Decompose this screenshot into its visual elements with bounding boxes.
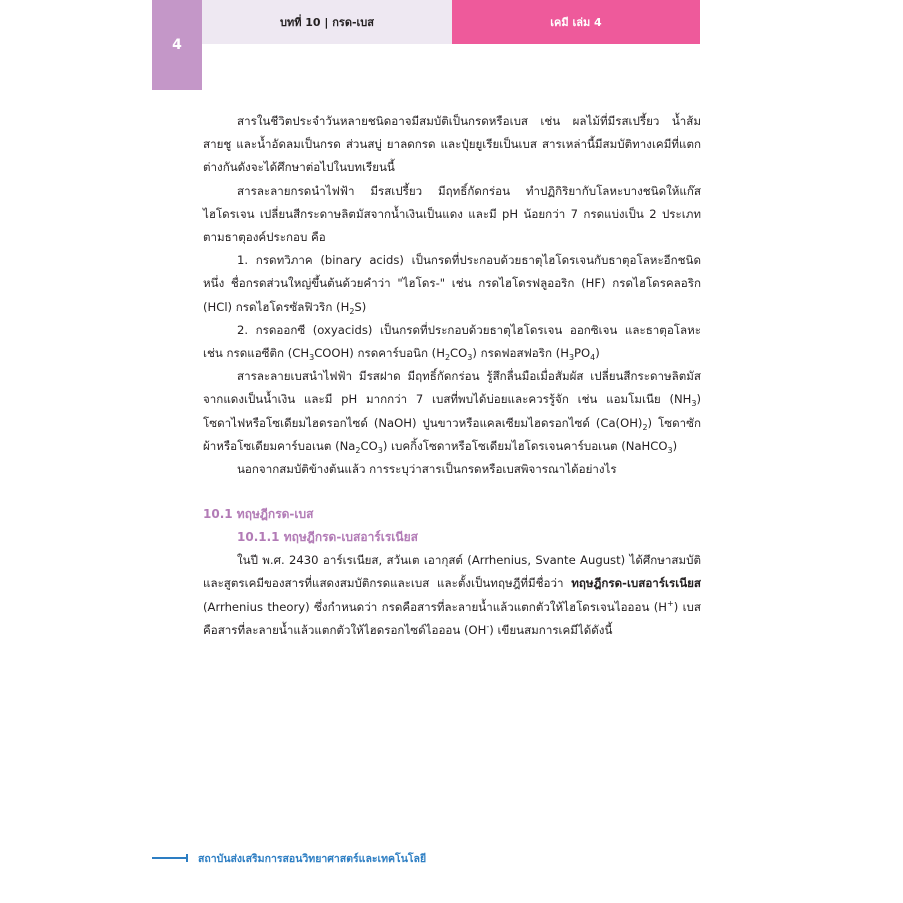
- text: ในปี พ.ศ. 2430 อาร์เรเนียส, สวันเต เอากุสต์ (Arrhenius, Svante August) ได้ศึกษาสมบัติและสูตรเคมีของสารที่แสดงสมบัติกรดและเบส และตั้งเป็นทฤษฎีที่มีชื่อว่า: [203, 553, 701, 591]
- text: ) เขียนสมการเคมีได้ดังนี้: [489, 622, 613, 637]
- bold-term: ทฤษฎีกรด-เบสอาร์เรเนียส: [571, 576, 701, 591]
- text: CO: [450, 346, 468, 361]
- subsection-heading: 10.1.1 ทฤษฎีกรด-เบสอาร์เรเนียส: [237, 530, 418, 545]
- paragraph-oxyacids: [203, 319, 701, 365]
- section-heading: 10.1 ทฤษฎีกรด-เบส: [203, 507, 314, 522]
- subscript: 4: [590, 353, 596, 363]
- subscript: 3: [467, 353, 473, 363]
- superscript: +: [667, 598, 674, 608]
- text: ) เบสคือสารที่ละลายน้ำแล้วแตกตัวให้ไฮดรอกไซด์ไอออน (OH: [203, 599, 701, 637]
- subscript: 3: [691, 399, 697, 409]
- page-footer: [152, 850, 426, 866]
- text: ) กรดฟอสฟอริก (H: [472, 346, 569, 361]
- text: S): [354, 299, 367, 314]
- subscript: 3: [667, 445, 673, 455]
- text: ): [672, 438, 678, 453]
- subscript: 2: [642, 422, 648, 432]
- text: ) เบคกิ้งโซดาหรือโซเดียมไฮโดรเจนคาร์บอเนต (NaHCO: [382, 438, 668, 453]
- text: 2. กรดออกซี (oxyacids) เป็นกรดที่ประกอบด้วยธาตุไฮโดรเจน ออกซิเจน และธาตุอโลหะ เช่น กรดแอซีติก (CH: [203, 322, 701, 361]
- subscript: 2: [355, 445, 361, 455]
- subscript: 2: [349, 306, 355, 316]
- subscript: 3: [568, 353, 575, 363]
- paragraph-binary-acids: [203, 249, 701, 319]
- chapter-header: บทที่ 10 | กรด-เบส: [202, 0, 452, 44]
- text: CO: [360, 438, 378, 453]
- footer-rule: [152, 857, 188, 859]
- text: สารละลายเบสนำไฟฟ้า มีรสฝาด มีฤทธิ์กัดกร่อน รู้สึกลื่นมือเมื่อสัมผัส เปลี่ยนสีกระดาษลิตมัสจากแดงเป็นน้ำเงิน และมี pH มากกว่า 7 เบสที่พบได้บ่อยและควรรู้จัก เช่น แอมโมเนีย (NH: [203, 369, 701, 407]
- paragraph-acid-properties: สารละลายกรดนำไฟฟ้า มีรสเปรี้ยว มีฤทธิ์กัดกร่อน ทำปฏิกิริยากับโลหะบางชนิดให้แก๊สไฮโดรเจน เปลี่ยนสีกระดาษลิตมัสจากน้ำเงินเป็นแดง และมี pH น้อยกว่า 7 กรดแบ่งเป็น 2 ประเภทตามธาตุองค์ประกอบ คือ: [203, 183, 701, 245]
- text: ): [595, 346, 600, 361]
- page-number: 4: [152, 0, 202, 90]
- subscript: 3: [309, 353, 315, 363]
- text: ) โซดาซักผ้าหรือโซเดียมคาร์บอเนต (Na: [203, 415, 702, 453]
- text: ) โซดาไฟหรือโซเดียมไฮดรอกไซด์ (NaOH) ปูนขาวหรือแคลเซียมไฮดรอกไซด์ (Ca(OH): [203, 392, 701, 430]
- text: PO: [574, 346, 591, 361]
- paragraph-arrhenius: [203, 549, 701, 642]
- subscript: 3: [377, 445, 383, 455]
- subscript: 2: [444, 353, 451, 363]
- footer-institution: สถาบันส่งเสริมการสอนวิทยาศาสตร์และเทคโนโลยี: [198, 852, 427, 865]
- text: 1. กรดทวิภาค (binary acids) เป็นกรดที่ประกอบด้วยธาตุไฮโดรเจนกับธาตุอโลหะอีกชนิดหนึ่ง ชื่อกรดส่วนใหญ่ขึ้นต้นด้วยคำว่า "ไฮโดร-" เช่น กรดไฮโดรฟลูออริก (HF) กรดไฮโดรคลอริก (HCl) กรดไฮโดรซัลฟิวริก (H: [203, 253, 701, 314]
- text: COOH) กรดคาร์บอนิก (H: [314, 346, 445, 361]
- paragraph-base-properties: [203, 365, 701, 458]
- paragraph-intro: สารในชีวิตประจำวันหลายชนิดอาจมีสมบัติเป็นกรดหรือเบส เช่น ผลไม้ที่มีรสเปรี้ยว น้ำส้มสายชู และน้ำอัดลมเป็นกรด ส่วนสบู่ ยาลดกรด และปุ๋ยยูเรียเป็นเบส สารเหล่านี้มีสมบัติทางเคมีที่แตกต่างกันดังจะได้ศึกษาต่อไปในบทเรียนนี้: [203, 114, 701, 175]
- text: (Arrhenius theory) ซึ่งกำหนดว่า กรดคือสารที่ละลายน้ำแล้วแตกตัวให้ไฮโดรเจนไอออน (H: [203, 599, 667, 614]
- page-body: [203, 110, 701, 642]
- paragraph-question: นอกจากสมบัติข้างต้นแล้ว การระบุว่าสารเป็นกรดหรือเบสพิจารณาได้อย่างไร: [237, 462, 617, 477]
- book-header: เคมี เล่ม 4: [452, 0, 700, 44]
- superscript: -: [486, 621, 490, 631]
